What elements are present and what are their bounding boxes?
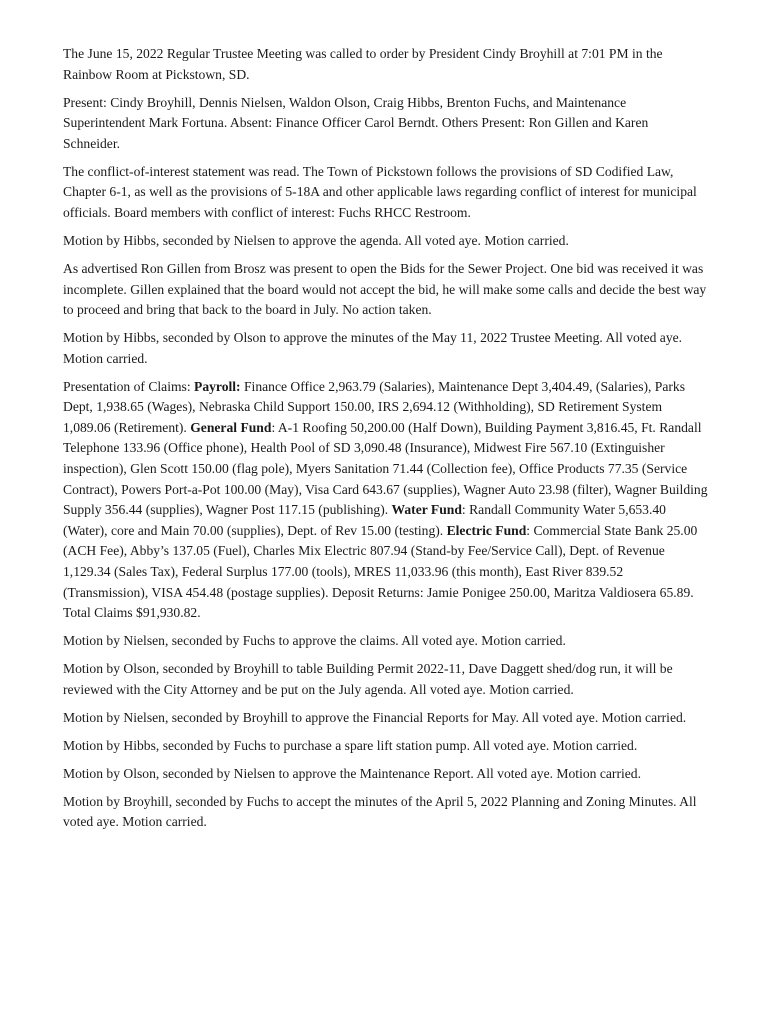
building-permit-motion-paragraph: Motion by Olson, seconded by Broyhill to table Building Permit 2022-11, Dave Daggett shed/dog run, it will be reviewed with the City Attorney and be put on the July agenda. All voted aye. Motion carried. <box>63 661 673 697</box>
call-to-order-paragraph: The June 15, 2022 Regular Trustee Meeting was called to order by President Cindy Broyhill at 7:01 PM in the Rainbow Room at Pickstown, SD. <box>63 46 663 82</box>
claims-motion-paragraph: Motion by Nielsen, seconded by Fuchs to approve the claims. All voted aye. Motion carried. <box>63 633 566 649</box>
conflict-of-interest-paragraph: The conflict-of-interest statement was read. The Town of Pickstown follows the provisions of SD Codified Law, Chapter 6-1, as well as the provisions of 5-18A and other applicable laws regarding conflict of interest for municipal officials. Board members with conflict of interest: Fuchs RHCC Restroom. <box>63 163 697 220</box>
general-fund-claims: : A-1 Roofing 50,200.00 (Half Down), Building Payment 3,816.45, Ft. Randall Telephone 133.96 (Office phone), Health Pool of SD 3,090.48 (Insurance), Midwest Fire 567.10 (Extinguisher inspection), Glen Scott 150.00 (flag pole), Myers Sanitation 71.44 (Collection fee), Office Products 77.35 (Service Contract), Powers Port-a-Pot 100.00 (May), Visa Card 643.67 (supplies), Wagner Auto 23.98 (filter), Wagner Building Supply 356.44 (supplies), Wagner Post 117.15 (publishing). <box>63 419 708 518</box>
planning-zoning-motion-paragraph: Motion by Broyhill, seconded by Fuchs to accept the minutes of the April 5, 2022 Planning and Zoning Minutes. All voted aye. Motion carried. <box>63 793 697 830</box>
claims-paragraph <box>63 377 708 624</box>
maintenance-report-motion-paragraph: Motion by Olson, seconded by Nielsen to approve the Maintenance Report. All voted aye. Motion carried. <box>63 765 641 781</box>
payroll-label: Payroll: <box>194 378 241 394</box>
prior-minutes-motion-paragraph: Motion by Hibbs, seconded by Olson to approve the minutes of the May 11, 2022 Trustee Meeting. All voted aye. Motion carried. <box>63 330 683 366</box>
general-fund-label: General Fund <box>190 419 272 435</box>
financial-reports-motion-paragraph: Motion by Nielsen, seconded by Broyhill to approve the Financial Reports for May. All voted aye. Motion carried. <box>63 709 687 725</box>
electric-fund-claims: : Commercial State Bank 25.00 (ACH Fee), Abby’s 137.05 (Fuel), Charles Mix Electric 807.94 (Stand-by Fee/Service Call), Dept. of Revenue 1,129.34 (Sales Tax), Federal Surplus 177.00 (tools), MRES 11,033.96 (this month), East River 839.52 (Transmission), VISA 454.48 (postage supplies). Deposit Returns: Jamie Ponigee 250.00, Maritza Valdiosera 65.89. Total Claims $91,930.82. <box>63 522 698 621</box>
meeting-minutes-document <box>63 44 708 840</box>
electric-fund-label: Electric Fund <box>446 522 527 538</box>
claims-intro: Presentation of Claims: <box>63 378 195 394</box>
water-fund-label: Water Fund <box>391 502 462 518</box>
agenda-motion-paragraph: Motion by Hibbs, seconded by Nielsen to approve the agenda. All voted aye. Motion carried. <box>63 232 569 248</box>
sewer-bids-paragraph: As advertised Ron Gillen from Brosz was present to open the Bids for the Sewer Project. One bid was received it was incomplete. Gillen explained that the board would not accept the bid, he will make some calls and decide the best way to proceed and bring that back to the board in July. No action taken. <box>63 260 707 318</box>
lift-station-pump-motion-paragraph: Motion by Hibbs, seconded by Fuchs to purchase a spare lift station pump. All voted aye. Motion carried. <box>63 737 638 753</box>
attendance-paragraph: Present: Cindy Broyhill, Dennis Nielsen, Waldon Olson, Craig Hibbs, Brenton Fuchs, and Maintenance Superintendent Mark Fortuna. Absent: Finance Officer Carol Berndt. Others Present: Ron Gillen and Karen Schneider. <box>63 94 649 151</box>
payroll-claims: Finance Office 2,963.79 (Salaries), Maintenance Dept 3,404.49, (Salaries), Parks Dept, 1,938.65 (Wages), Nebraska Child Support 150.00, IRS 2,694.12 (Withholding), SD Retirement System 1,089.06 (Retirement). <box>63 378 686 435</box>
water-fund-claims: : Randall Community Water 5,653.40 (Water), core and Main 70.00 (supplies), Dept. of Rev 15.00 (testing). <box>63 502 666 538</box>
